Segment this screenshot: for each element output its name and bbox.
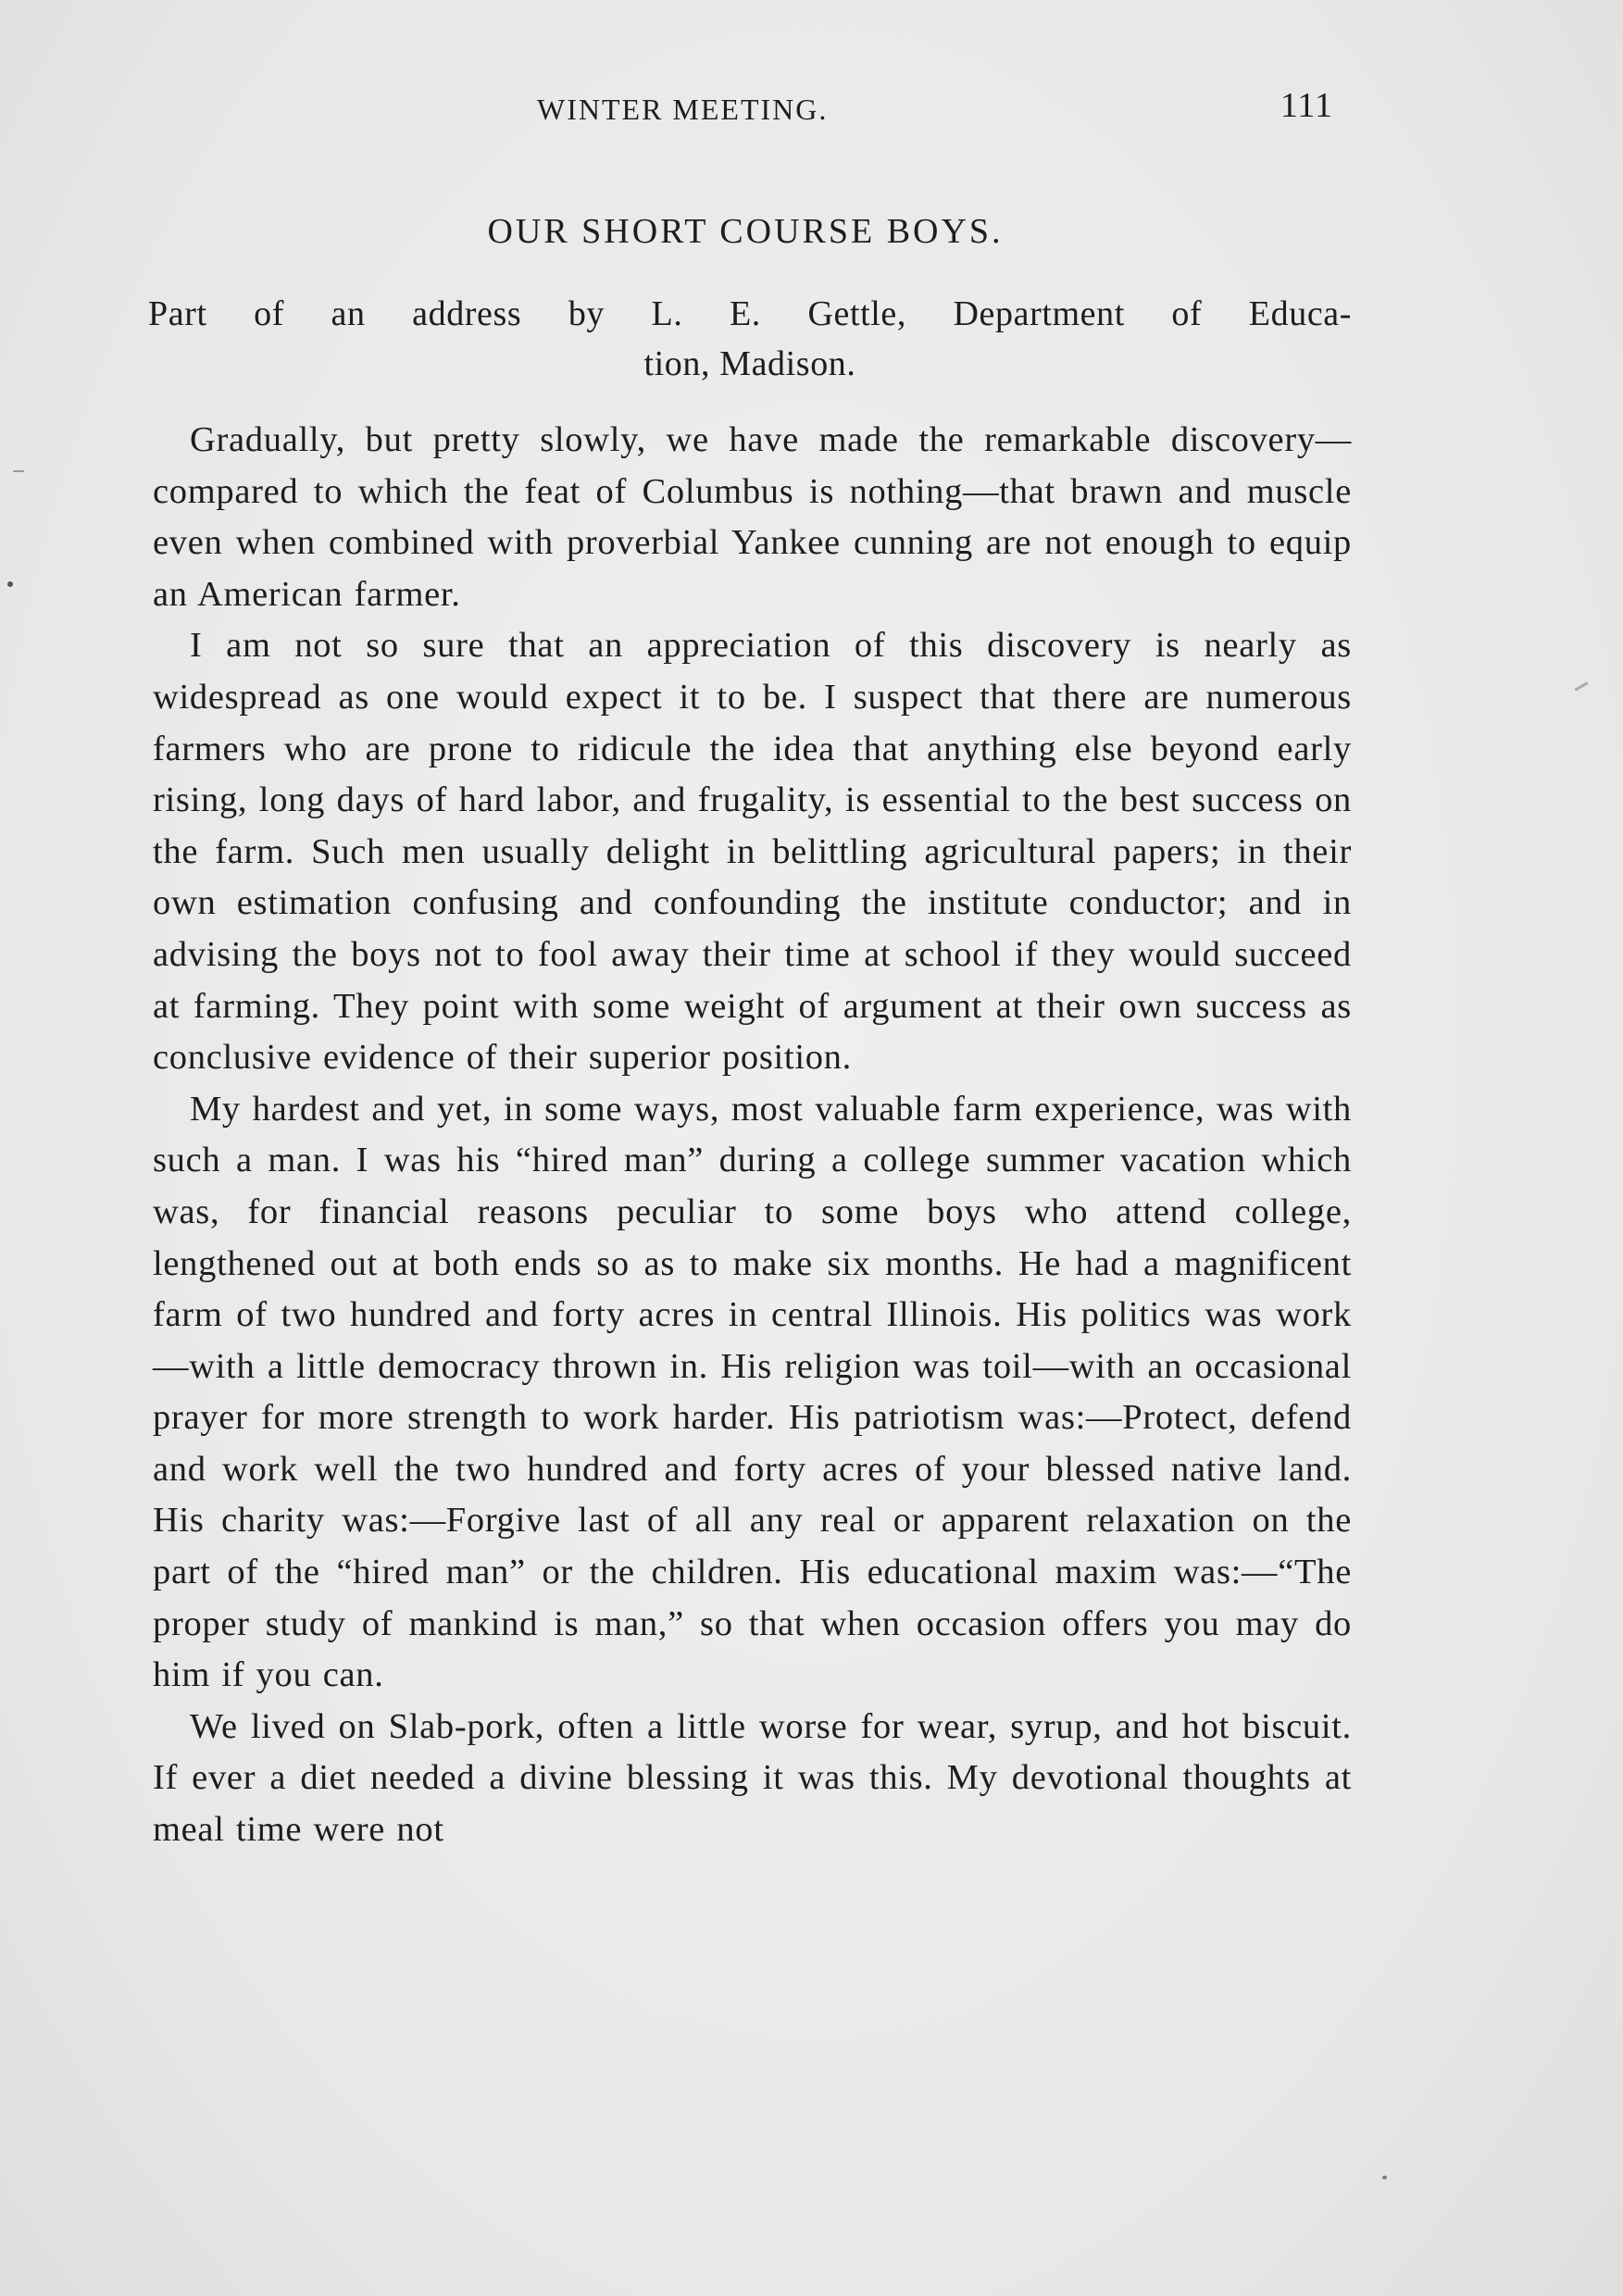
- scan-speck: [13, 470, 24, 472]
- paragraph-3: My hardest and yet, in some ways, most valuable farm experience, was with such a man. I was his “hired man” during a college summer vacation which was, for financial reasons peculiar to some boys who attend college, lengthened out at both ends so as to make six months. He had a magnificent farm of two hundred and forty acres in central Illinois. His politics was work—with a little democracy thrown in. His religion was toil—with an occasional prayer for more strength to work harder. His patriotism was:—Protect, defend and work well the two hundred and forty acres of your blessed native land. His charity was:—Forgive last of all any real or apparent relaxation on the part of the “hired man” or the children. His educational maxim was:—“The proper study of mankind is man,” so that when occasion offers you may do him if you can.: [153, 1089, 1352, 1695]
- article-title: OUR SHORT COURSE BOYS.: [487, 212, 1004, 251]
- running-head: WINTER MEETING.: [537, 93, 829, 126]
- article-byline: [148, 289, 1352, 389]
- page-number: 111: [1280, 86, 1333, 125]
- byline-line-1: Part of an address by L. E. Gettle, Department of Educa-: [148, 294, 1352, 333]
- byline-line-2: tion, Madison.: [643, 344, 856, 383]
- paragraph-2: I am not so sure that an appreciation of this discovery is nearly as widespread as one would expect it to be. I suspect that there are numerous farmers who are prone to ridicule the idea that anything else beyond early rising, long days of hard labor, and frugality, is essential to the best success on the farm. Such men usually delight in belittling agricultural papers; in their own estimation confusing and confounding the institute conductor; and in advising the boys not to fool away their time at school if they would succeed at farming. They point with some weight of argument at their own success as conclusive evidence of their superior position.: [153, 626, 1352, 1078]
- scan-speck: [1382, 2176, 1387, 2179]
- scan-speck: [7, 581, 13, 587]
- paragraph-1: Gradually, but pretty slowly, we have made the remarkable discovery—compared to which the feat of Columbus is nothing—that brawn and muscle even when combined with proverbial Yankee cunning are not enough to equip an American farmer.: [153, 420, 1352, 614]
- paragraph-4: We lived on Slab-pork, often a little worse for wear, syrup, and hot biscuit. If ever a diet needed a divine blessing it was this. My devotional thoughts at meal time were not: [153, 1706, 1352, 1850]
- article-body: [153, 415, 1352, 1856]
- scan-speck: [1574, 681, 1588, 692]
- page-header: [148, 85, 1333, 131]
